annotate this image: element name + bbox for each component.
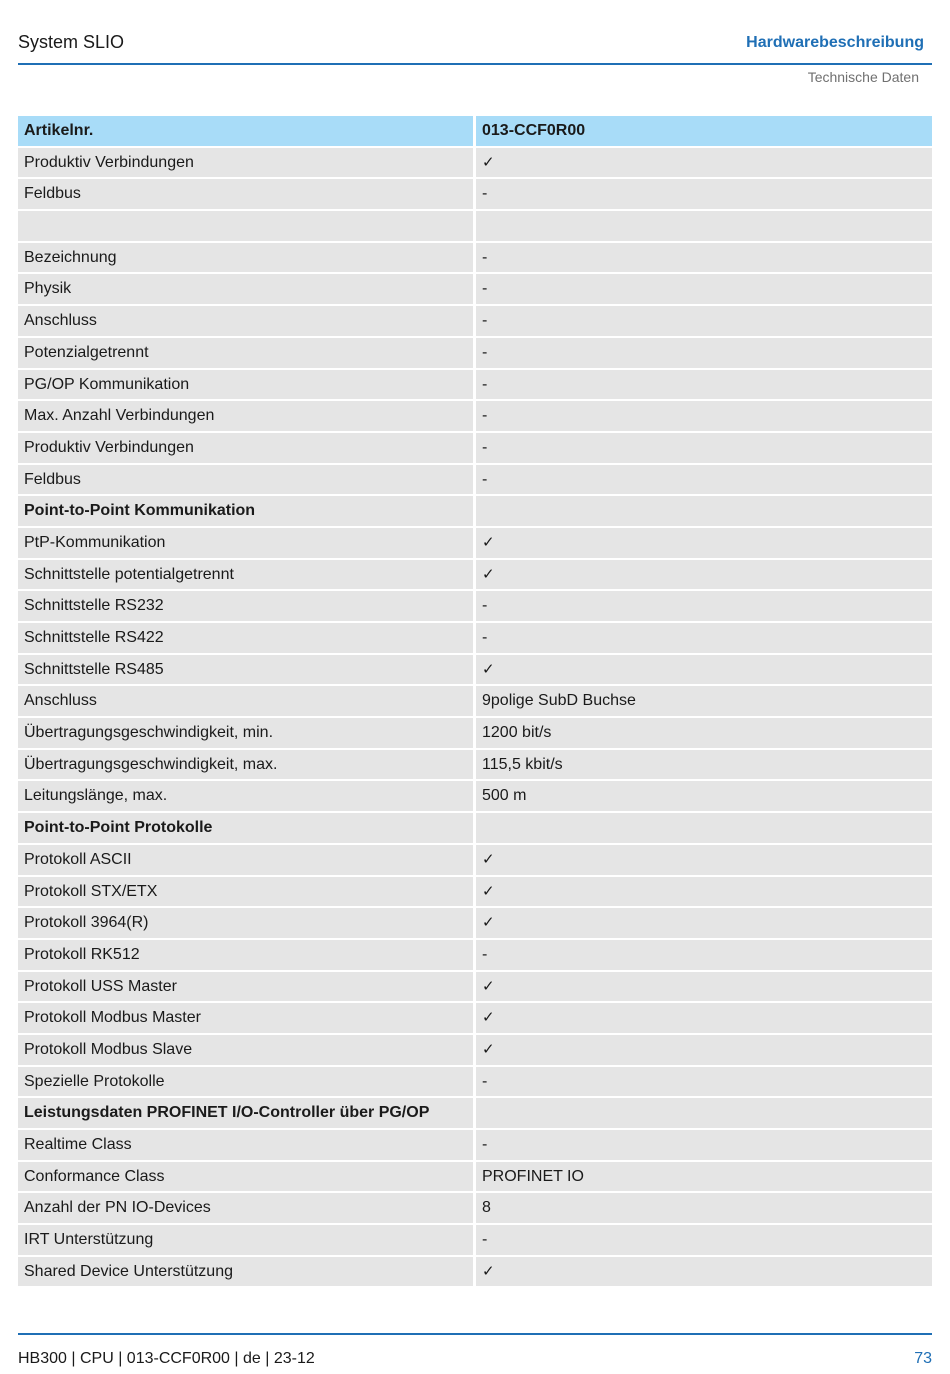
checkmark-icon: ✓ bbox=[476, 845, 932, 875]
checkmark-icon: ✓ bbox=[476, 528, 932, 558]
table-row bbox=[18, 623, 932, 655]
table-row bbox=[18, 370, 932, 402]
row-label: Protokoll STX/ETX bbox=[18, 877, 473, 907]
table-row bbox=[18, 274, 932, 306]
table-row bbox=[18, 972, 932, 1004]
table-row bbox=[18, 243, 932, 275]
row-label: Physik bbox=[18, 274, 473, 304]
checkmark-icon: ✓ bbox=[476, 1257, 932, 1287]
table-row bbox=[18, 148, 932, 180]
table-row bbox=[18, 940, 932, 972]
table-row bbox=[18, 1067, 932, 1099]
table-row bbox=[18, 465, 932, 497]
row-label: Protokoll USS Master bbox=[18, 972, 473, 1002]
row-label bbox=[18, 211, 473, 241]
table-row bbox=[18, 908, 932, 940]
header-divider bbox=[18, 63, 932, 65]
row-label: Anzahl der PN IO-Devices bbox=[18, 1193, 473, 1223]
row-label: PG/OP Kommunikation bbox=[18, 370, 473, 400]
checkmark-icon: ✓ bbox=[476, 1003, 932, 1033]
footer-divider bbox=[18, 1333, 932, 1335]
row-value: - bbox=[476, 1130, 932, 1160]
footer-text: HB300 | CPU | 013-CCF0R00 | de | 23-12 bbox=[18, 1350, 315, 1367]
table-row bbox=[18, 591, 932, 623]
row-label: Point-to-Point Protokolle bbox=[18, 813, 473, 843]
row-value: - bbox=[476, 370, 932, 400]
section-title: Hardwarebeschreibung bbox=[746, 34, 924, 51]
checkmark-icon: ✓ bbox=[476, 972, 932, 1002]
row-label: PtP-Kommunikation bbox=[18, 528, 473, 558]
row-label: Schnittstelle RS485 bbox=[18, 655, 473, 685]
row-label: Leitungslänge, max. bbox=[18, 781, 473, 811]
row-label: Anschluss bbox=[18, 306, 473, 336]
table-row bbox=[18, 877, 932, 909]
row-value: - bbox=[476, 338, 932, 368]
row-value: - bbox=[476, 179, 932, 209]
row-label: Protokoll Modbus Master bbox=[18, 1003, 473, 1033]
section-row bbox=[18, 1098, 932, 1130]
row-value bbox=[476, 1098, 932, 1128]
row-value: - bbox=[476, 940, 932, 970]
row-label: Produktiv Verbindungen bbox=[18, 148, 473, 178]
row-label: Potenzialgetrennt bbox=[18, 338, 473, 368]
row-label: Feldbus bbox=[18, 465, 473, 495]
row-label: Schnittstelle RS422 bbox=[18, 623, 473, 653]
row-label: Produktiv Verbindungen bbox=[18, 433, 473, 463]
row-value bbox=[476, 813, 932, 843]
row-value: 1200 bit/s bbox=[476, 718, 932, 748]
row-value: - bbox=[476, 274, 932, 304]
table-row bbox=[18, 655, 932, 687]
row-value: - bbox=[476, 401, 932, 431]
section-row bbox=[18, 496, 932, 528]
table-row bbox=[18, 750, 932, 782]
row-value: 115,5 kbit/s bbox=[476, 750, 932, 780]
row-label: Point-to-Point Kommunikation bbox=[18, 496, 473, 526]
doc-title: System SLIO bbox=[18, 32, 125, 52]
row-value: 9polige SubD Buchse bbox=[476, 686, 932, 716]
page-number: 73 bbox=[914, 1350, 932, 1367]
row-label: Übertragungsgeschwindigkeit, min. bbox=[18, 718, 473, 748]
table-row bbox=[18, 1035, 932, 1067]
row-label: Schnittstelle RS232 bbox=[18, 591, 473, 621]
row-value: - bbox=[476, 591, 932, 621]
row-label: Protokoll ASCII bbox=[18, 845, 473, 875]
table-header-value: 013-CCF0R00 bbox=[476, 116, 932, 146]
row-value: - bbox=[476, 1225, 932, 1255]
row-label: Feldbus bbox=[18, 179, 473, 209]
checkmark-icon: ✓ bbox=[476, 560, 932, 590]
row-value: 500 m bbox=[476, 781, 932, 811]
row-value: - bbox=[476, 623, 932, 653]
table-row bbox=[18, 1225, 932, 1257]
table-row bbox=[18, 1257, 932, 1289]
checkmark-icon: ✓ bbox=[476, 1035, 932, 1065]
table-row bbox=[18, 781, 932, 813]
row-value bbox=[476, 211, 932, 241]
row-value: PROFINET IO bbox=[476, 1162, 932, 1192]
row-label: Anschluss bbox=[18, 686, 473, 716]
spec-table bbox=[18, 116, 932, 1288]
row-label: Protokoll RK512 bbox=[18, 940, 473, 970]
table-row bbox=[18, 306, 932, 338]
table-header-row bbox=[18, 116, 932, 148]
table-row bbox=[18, 1130, 932, 1162]
row-label: Protokoll Modbus Slave bbox=[18, 1035, 473, 1065]
row-value: - bbox=[476, 1067, 932, 1097]
row-label: Bezeichnung bbox=[18, 243, 473, 273]
table-row bbox=[18, 338, 932, 370]
table-row bbox=[18, 1193, 932, 1225]
row-value bbox=[476, 496, 932, 526]
table-row bbox=[18, 211, 932, 243]
row-label: Shared Device Unterstützung bbox=[18, 1257, 473, 1287]
row-value: 8 bbox=[476, 1193, 932, 1223]
row-value: - bbox=[476, 306, 932, 336]
table-row bbox=[18, 401, 932, 433]
row-label: Conformance Class bbox=[18, 1162, 473, 1192]
checkmark-icon: ✓ bbox=[476, 908, 932, 938]
table-row bbox=[18, 179, 932, 211]
table-row bbox=[18, 845, 932, 877]
row-label: Leistungsdaten PROFINET I/O-Controller über PG/OP bbox=[18, 1098, 473, 1128]
table-row bbox=[18, 528, 932, 560]
row-label: IRT Unterstützung bbox=[18, 1225, 473, 1255]
row-value: - bbox=[476, 433, 932, 463]
table-row bbox=[18, 686, 932, 718]
row-label: Realtime Class bbox=[18, 1130, 473, 1160]
row-label: Max. Anzahl Verbindungen bbox=[18, 401, 473, 431]
table-row bbox=[18, 560, 932, 592]
subsection-title: Technische Daten bbox=[807, 69, 919, 85]
table-row bbox=[18, 1003, 932, 1035]
table-header-label: Artikelnr. bbox=[18, 116, 473, 146]
table-row bbox=[18, 1162, 932, 1194]
table-row bbox=[18, 433, 932, 465]
row-label: Übertragungsgeschwindigkeit, max. bbox=[18, 750, 473, 780]
checkmark-icon: ✓ bbox=[476, 877, 932, 907]
row-value: - bbox=[476, 465, 932, 495]
checkmark-icon: ✓ bbox=[476, 148, 932, 178]
checkmark-icon: ✓ bbox=[476, 655, 932, 685]
row-value: - bbox=[476, 243, 932, 273]
row-label: Schnittstelle potentialgetrennt bbox=[18, 560, 473, 590]
section-row bbox=[18, 813, 932, 845]
row-label: Protokoll 3964(R) bbox=[18, 908, 473, 938]
row-label: Spezielle Protokolle bbox=[18, 1067, 473, 1097]
table-row bbox=[18, 718, 932, 750]
